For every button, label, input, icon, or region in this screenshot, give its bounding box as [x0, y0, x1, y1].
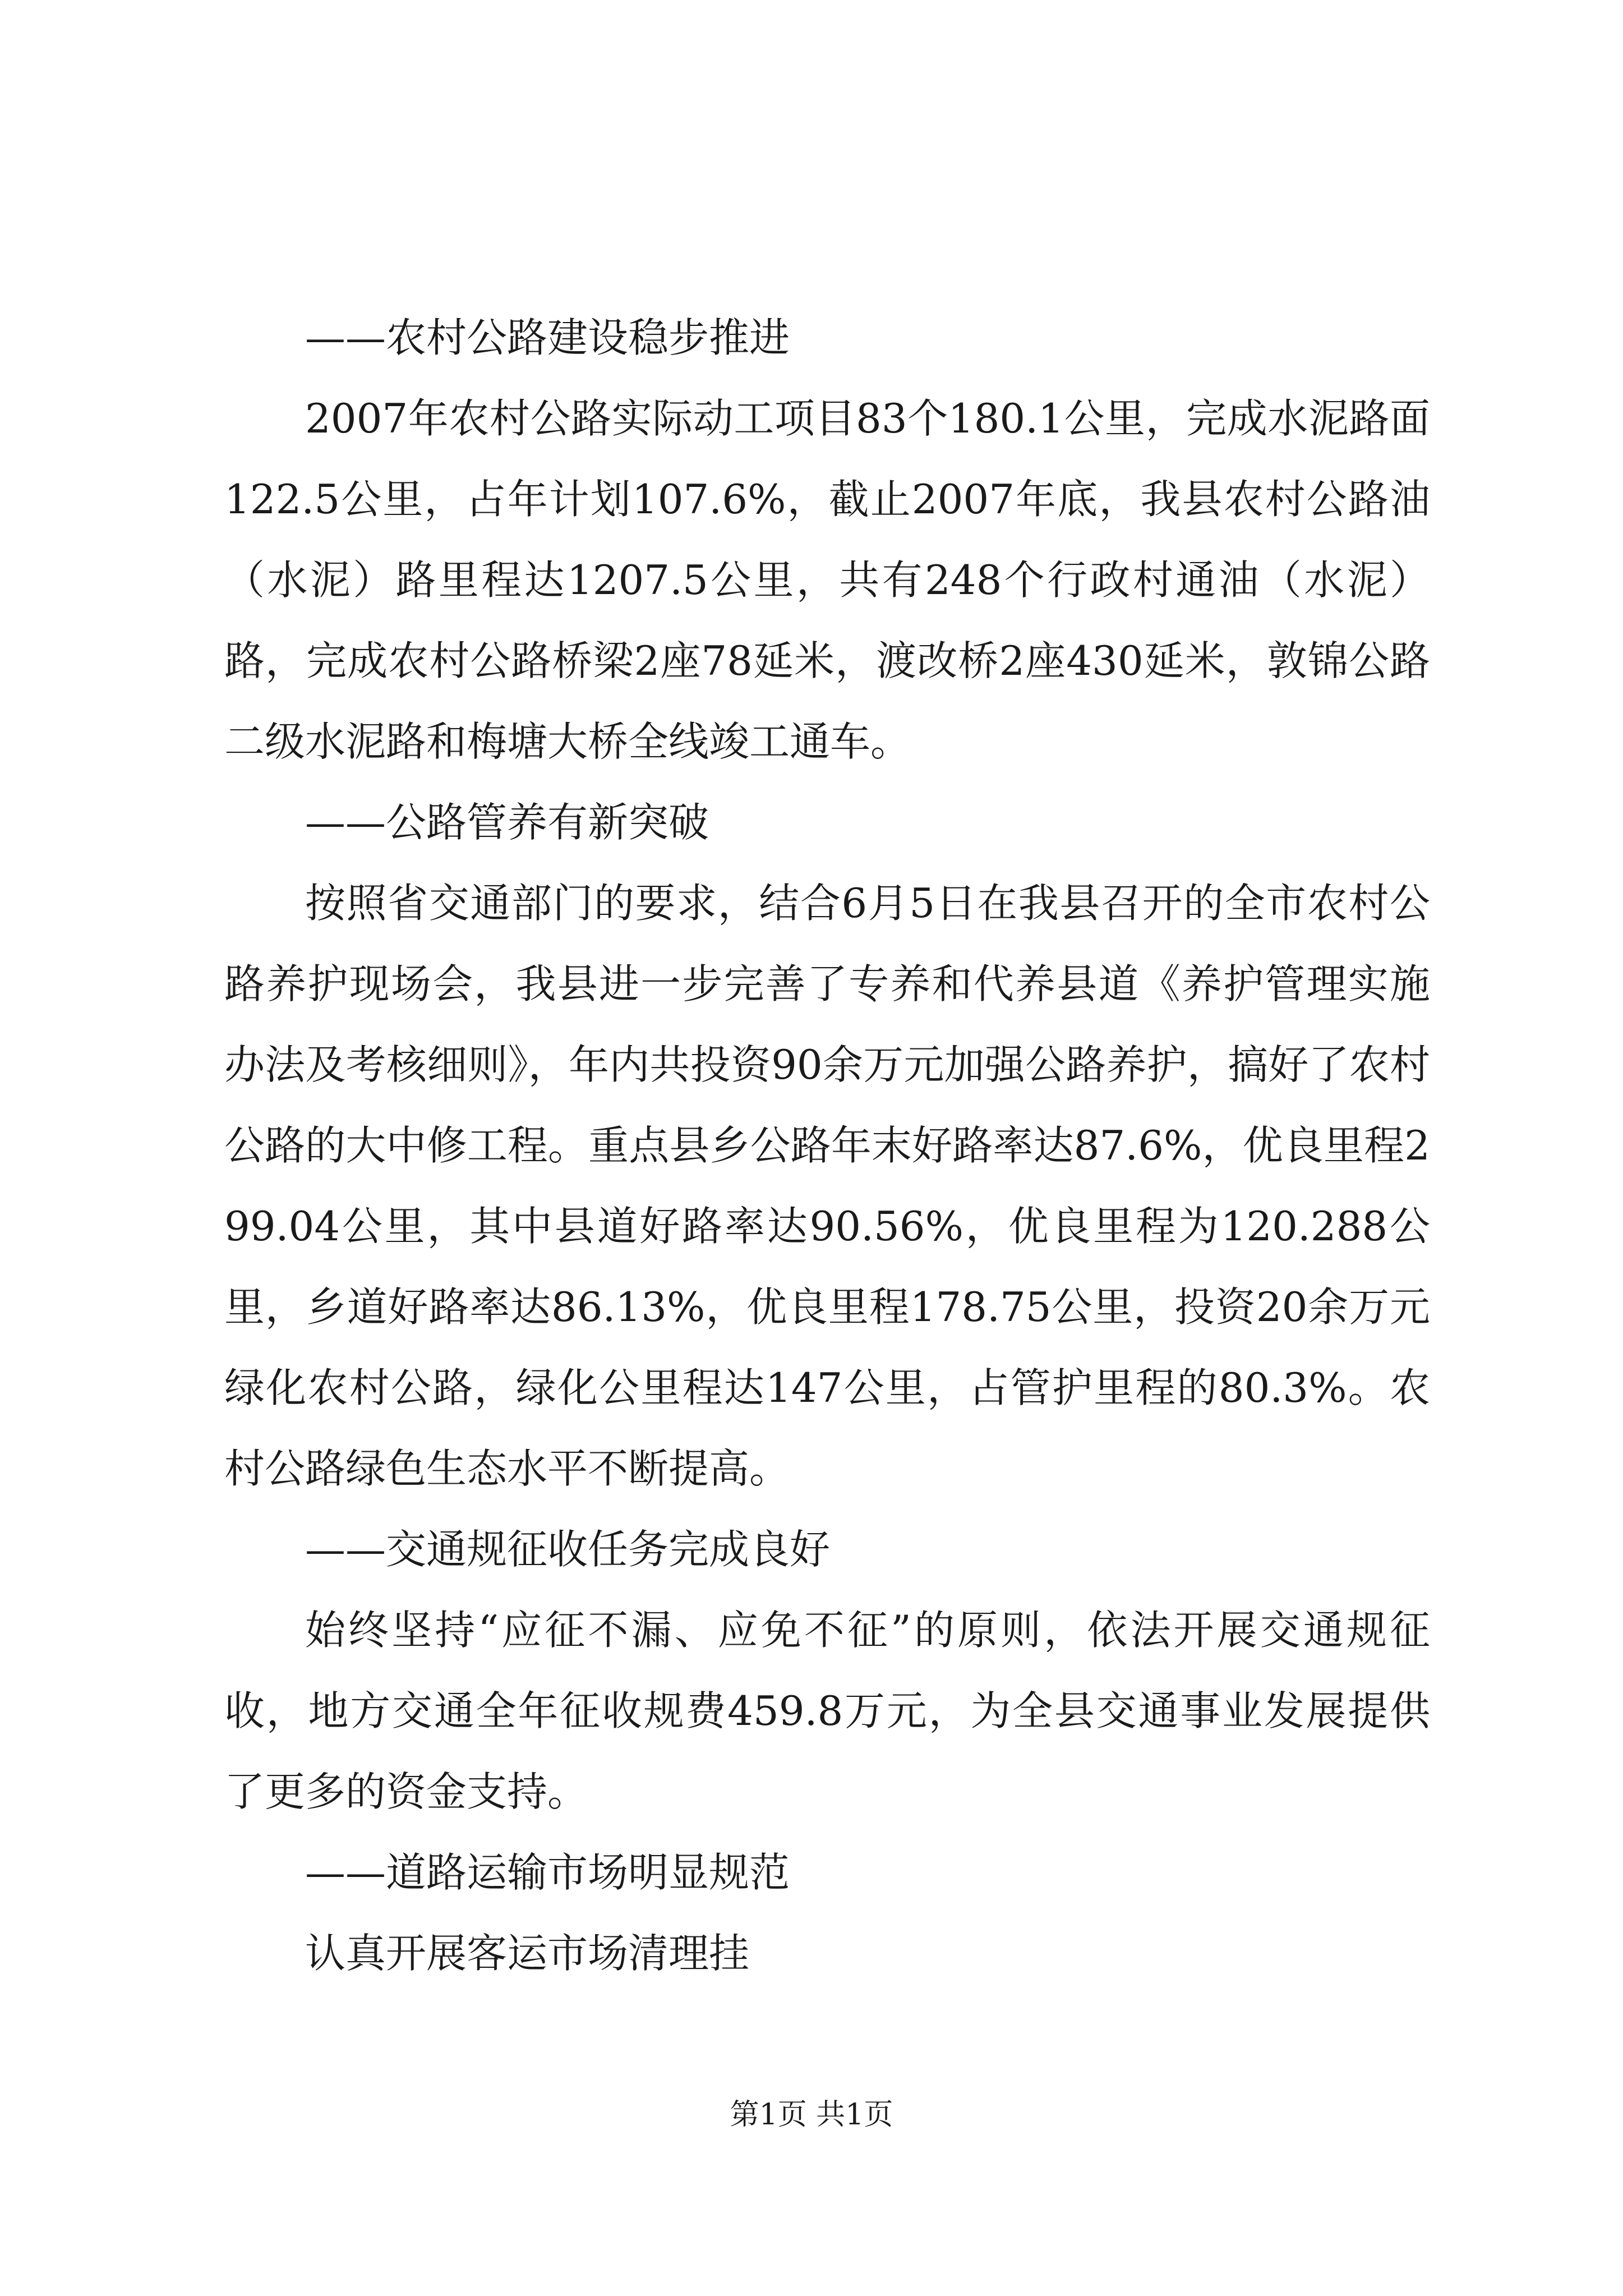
section-heading-transport-market: ——道路运输市场明显规范 [305, 1849, 790, 1896]
section-body-rural-road: 2007年农村公路实际动工项目83个180.1公里，完成水泥路面122.5公里，占年计划107.6%，截止2007年底，我县农村公路油（水泥）路里程达1207.5公里，共有248个行政村通油（水泥）路，完成农村公路桥梁2座78延米，渡改桥2座430延米，敦锦公路二级水泥路和梅塘大桥全线竣工通车。 [224, 395, 1430, 765]
section-heading-rural-road: ——农村公路建设稳步推进 [305, 314, 790, 361]
section-body-transport-market: 认真开展客运市场清理挂 [305, 1930, 750, 1977]
section-body-fee-collection: 始终坚持“应征不漏、应免不征”的原则，依法开展交通规征收，地方交通全年征收规费459.8万元，为全县交通事业发展提供了更多的资金支持。 [224, 1607, 1430, 1815]
document-body [224, 297, 1430, 1994]
section-heading-road-maintenance: ——公路管养有新突破 [305, 799, 709, 846]
section-heading-fee-collection: ——交通规征收任务完成良好 [305, 1526, 831, 1573]
section-body-road-maintenance: 按照省交通部门的要求，结合6月5日在我县召开的全市农村公路养护现场会，我县进一步完善了专养和代养县道《养护管理实施办法及考核细则》，年内共投资90余万元加强公路养护，搞好了农村公路的大中修工程。重点县乡公路年末好路率达87.6%，优良里程299.04公里，其中县道好路率达90.56%，优良里程为120.288公里，乡道好路率达86.13%，优良里程178.75公里，投资20余万元绿化农村公路，绿化公里程达147公里，占管护里程的80.3%。农村公路绿色生态水平不断提高。 [224, 880, 1430, 1492]
page-footer: 第1页 共1页 [730, 2098, 893, 2132]
